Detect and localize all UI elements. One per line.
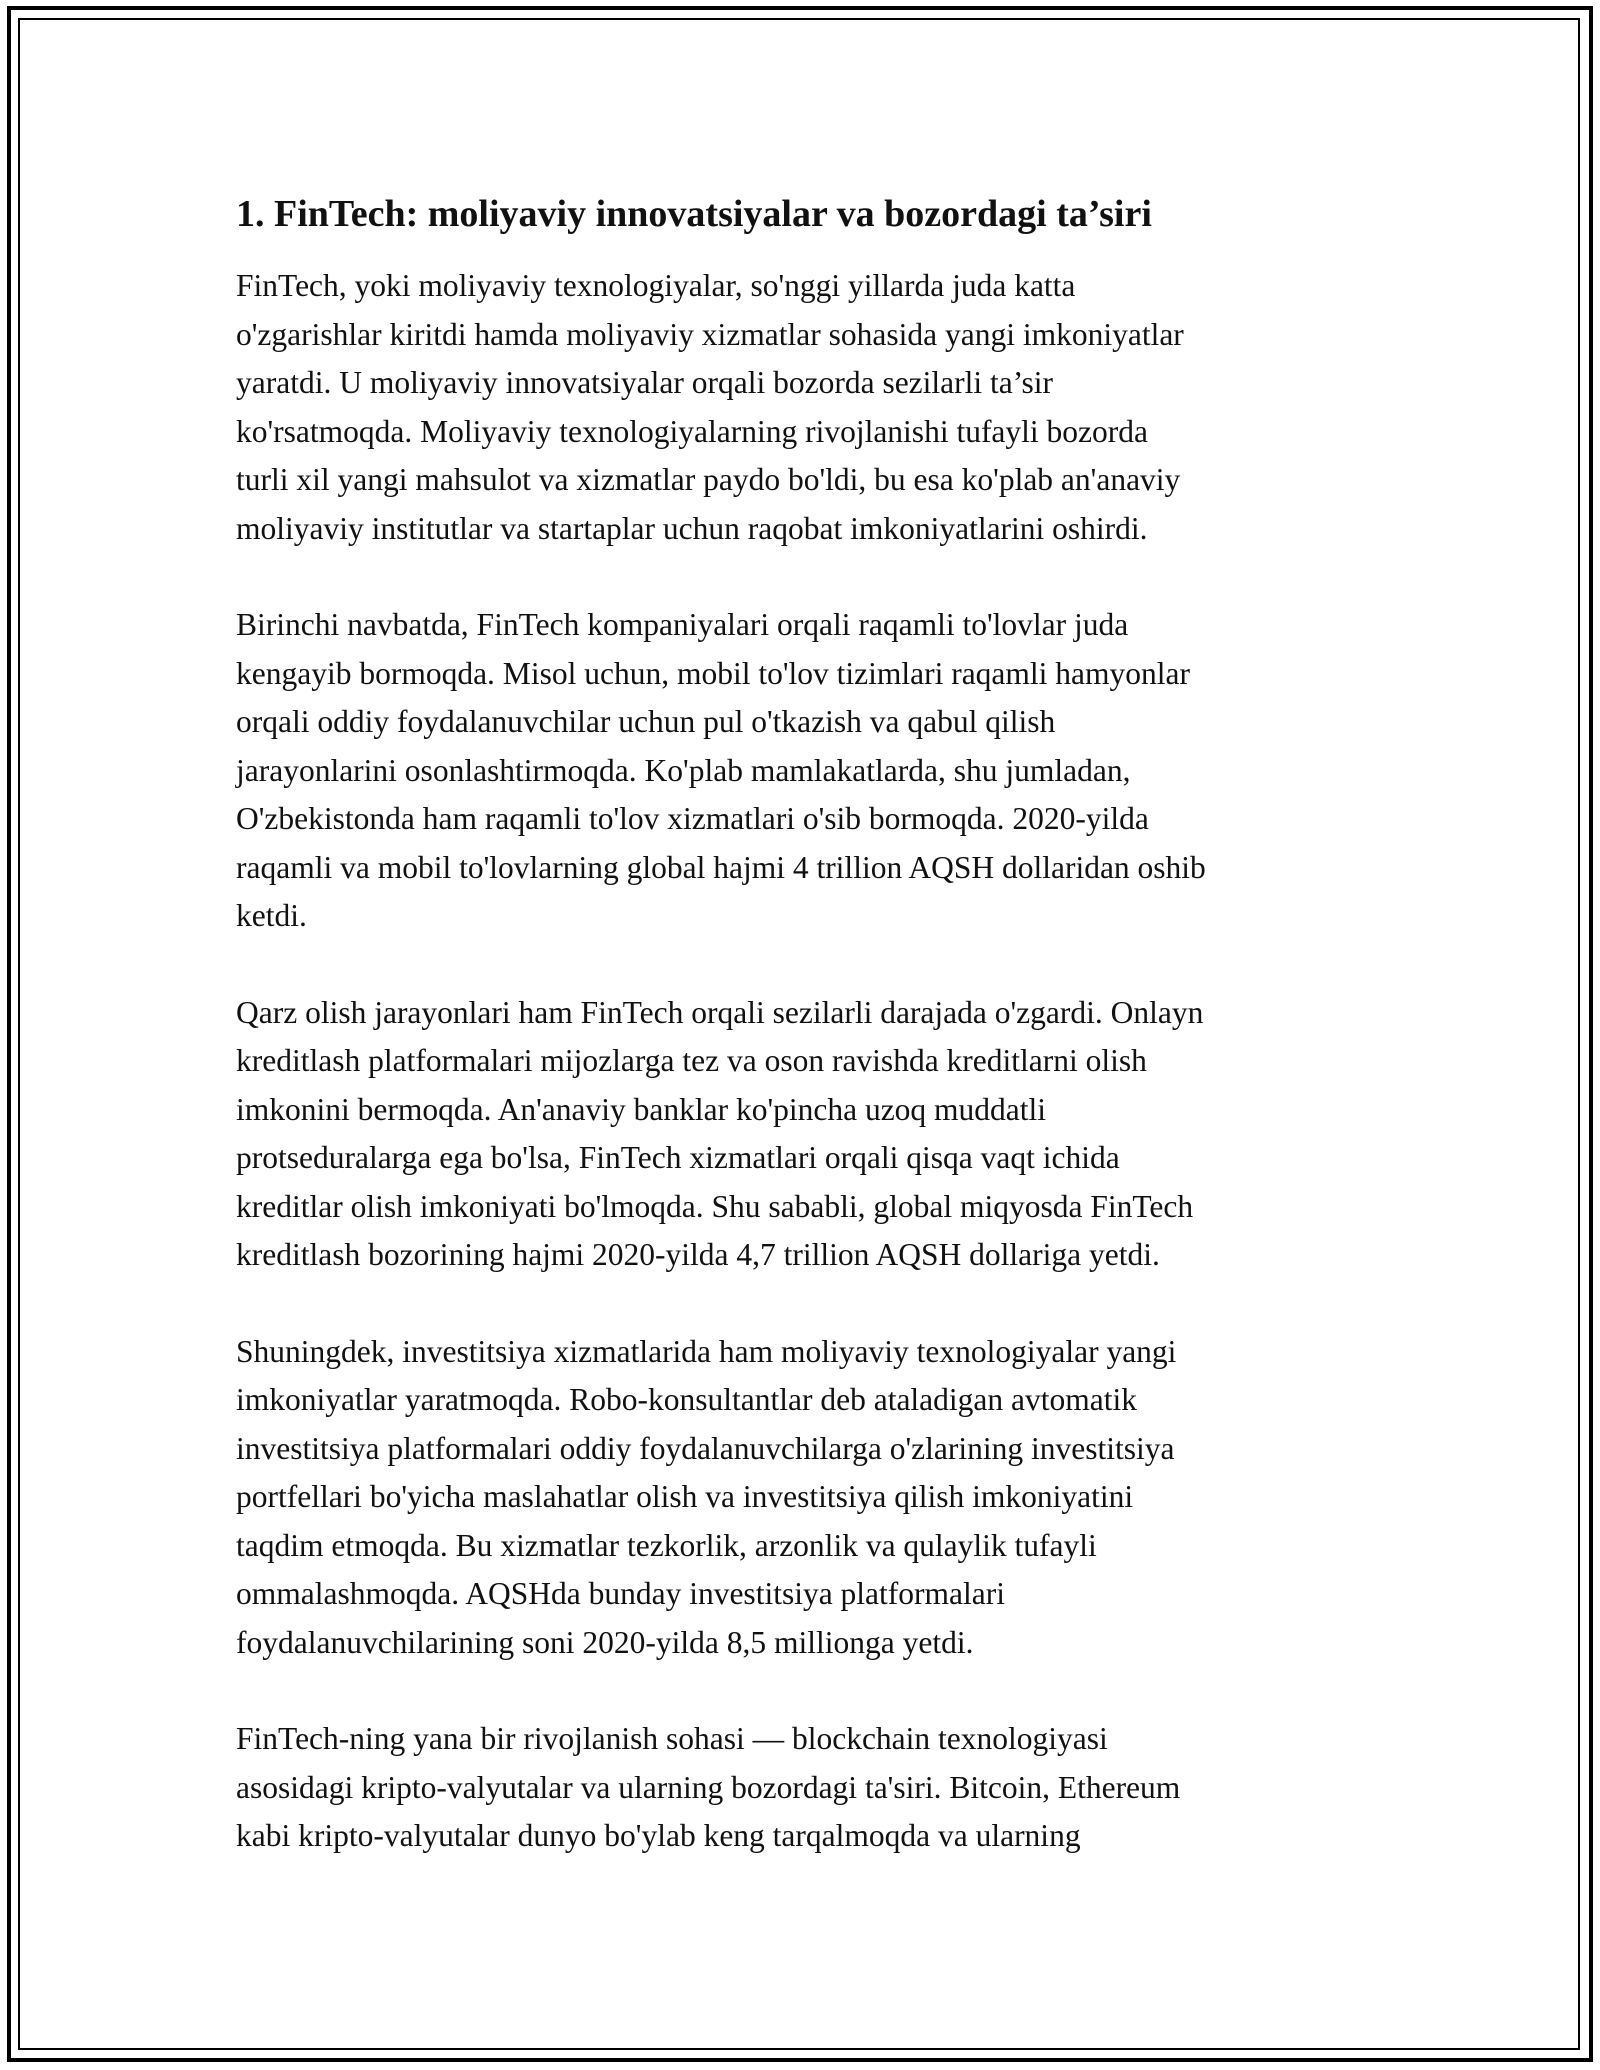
section-heading: 1. FinTech: moliyaviy innovatsiyalar va bozordagi ta’siri — [236, 193, 1152, 235]
text-line: taqdim etmoqda. Bu xizmatlar tezkorlik, arzonlik va qulaylik tufayli — [236, 1527, 1097, 1563]
text-line: ketdi. — [236, 898, 307, 933]
paragraph-4 — [236, 1328, 1396, 1668]
text-line: O'zbekistonda ham raqamli to'lov xizmatlari o'sib bormoqda. 2020-yilda — [236, 801, 1149, 836]
text-line: kreditlar olish imkoniyati bo'lmoqda. Shu sababli, global miqyosda FinTech — [236, 1188, 1194, 1224]
paragraph-3 — [236, 989, 1396, 1280]
text-line: kabi kripto-valyutalar dunyo bo'ylab keng tarqalmoqda va ularning — [236, 1818, 1081, 1853]
text-line: FinTech, yoki moliyaviy texnologiyalar, so'nggi yillarda juda katta — [236, 268, 1076, 303]
text-line: turli xil yangi mahsulot va xizmatlar paydo bo'ldi, bu esa ko'plab an'anaviy — [236, 462, 1181, 497]
text-line: foydalanuvchilarining soni 2020-yilda 8,5 millionga yetdi. — [236, 1624, 974, 1660]
text-line: FinTech-ning yana bir rivojlanish sohasi — blockchain texnologiyasi — [236, 1721, 1108, 1756]
text-line: moliyaviy institutlar va startaplar uchun raqobat imkoniyatlarini oshirdi. — [236, 510, 1148, 546]
text-line: kengayib bormoqda. Misol uchun, mobil to'lov tizimlari raqamli hamyonlar — [236, 655, 1190, 691]
text-line: raqamli va mobil to'lovlarning global hajmi 4 trillion AQSH dollaridan oshib — [236, 849, 1206, 885]
paragraph-5 — [236, 1715, 1396, 1861]
paragraph-1 — [236, 262, 1396, 553]
text-line: yaratdi. U moliyaviy innovatsiyalar orqali bozorda sezilarli ta’sir — [236, 365, 1054, 400]
text-line: Birinchi navbatda, FinTech kompaniyalari orqali raqamli to'lovlar juda — [236, 607, 1129, 642]
paragraph-2 — [236, 601, 1396, 941]
text-line: Shuningdek, investitsiya xizmatlarida ham moliyaviy texnologiyalar yangi — [236, 1333, 1177, 1369]
text-line: orqali oddiy foydalanuvchilar uchun pul o'tkazish va qabul qilish — [236, 704, 1056, 739]
text-line: asosidagi kripto-valyutalar va ularning bozordagi ta'siri. Bitcoin, Ethereum — [236, 1769, 1181, 1805]
text-line: jarayonlarini osonlashtirmoqda. Ko'plab mamlakatlarda, shu jumladan, — [236, 752, 1131, 788]
text-line: kreditlash platformalari mijozlarga tez va oson ravishda kreditlarni olish — [236, 1043, 1147, 1078]
text-line: protseduralarga ega bo'lsa, FinTech xizmatlari orqali qisqa vaqt ichida — [236, 1140, 1120, 1175]
text-line: ko'rsatmoqda. Moliyaviy texnologiyalarning rivojlanishi tufayli bozorda — [236, 413, 1148, 449]
text-line: kreditlash bozorining hajmi 2020-yilda 4,7 trillion AQSH dollariga yetdi. — [236, 1237, 1160, 1272]
text-line: portfellari bo'yicha maslahatlar olish va investitsiya qilish imkoniyatini — [236, 1479, 1134, 1514]
text-line: investitsiya platformalari oddiy foydalanuvchilarga o'zlarining investitsiya — [236, 1430, 1175, 1466]
text-line: ommalashmoqda. AQSHda bunday investitsiya platformalari — [236, 1576, 1005, 1611]
document-body — [236, 186, 1396, 1909]
text-line: o'zgarishlar kiritdi hamda moliyaviy xizmatlar sohasida yangi imkoniyatlar — [236, 316, 1184, 352]
text-line: imkoniyatlar yaratmoqda. Robo-konsultantlar deb ataladigan avtomatik — [236, 1382, 1137, 1417]
text-line: imkonini bermoqda. An'anaviy banklar ko'pincha uzoq muddatli — [236, 1091, 1047, 1127]
text-line: Qarz olish jarayonlari ham FinTech orqali sezilarli darajada o'zgardi. Onlayn — [236, 994, 1204, 1030]
